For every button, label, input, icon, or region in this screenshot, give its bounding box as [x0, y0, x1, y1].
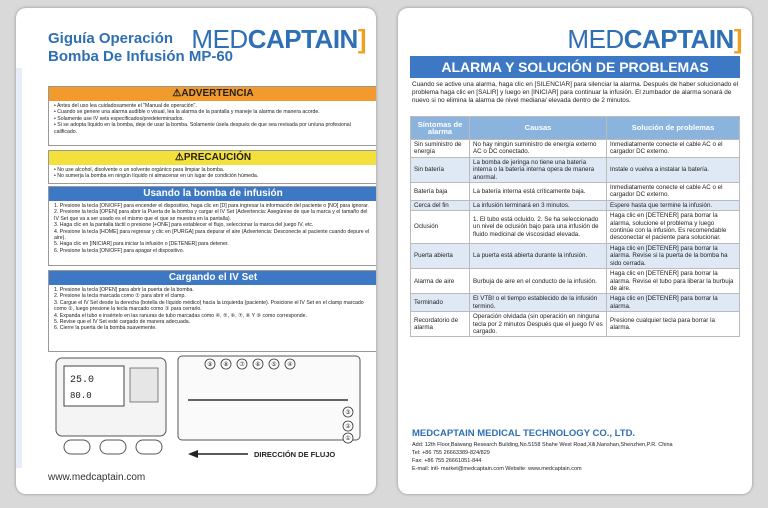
quick-guide-card [16, 8, 376, 494]
warning-line: • Solamente use IV sets especificados/predeterminados. [54, 115, 184, 122]
loading-header: Cargando el IV Set [49, 271, 376, 285]
svg-text:⑦: ⑦ [239, 361, 245, 368]
caution-line: • No use alcohol, disolvente o un solvente orgánico para limpiar la bomba. [54, 167, 225, 173]
usage-step: 2. Presione la tecla [OPEN] para abrir la Puerta de la bomba y cargar el IV Set (Advertencia: Asegúrese de que la marca y el tamaño del IV Set que va a ser usado es el mismo que el que se muestra en la pantalla). [54, 209, 368, 222]
usage-step: 4. Presione la tecla [HOME] para regresar y clic en [PURGA] para depurar el aire (Advertencia: Desconecte al paciente cuando depure el aire). [54, 228, 370, 242]
warning-header: ⚠ADVERTENCIA [49, 87, 376, 101]
usage-step: 3. Haga clic en la pantalla táctil o presione [+ONE] para establecer el flujo, seleccionar la marca del juego IV, etc. [54, 222, 314, 229]
usage-step: 6. Presione la tecla [ON/OFF] para apagar el dispositivo. [54, 247, 185, 254]
table-row: Alarma de aire Burbuja de aire en el conducto de la infusión. Haga clic en [DETENER] para borrar la alarma. Revise el tubo para liberar la burbuja de aire. [411, 269, 740, 294]
table-row: Sin batería La bomba de jeringa no tiene una batería interna o la batería interna opera de manera anormal. Instale o vuelva a instalar la batería. [411, 157, 740, 182]
caution-line: • No sumerja la bomba en ningún líquido ni almacenar en un lugar de condición húmeda. [54, 173, 259, 180]
pump-button [136, 440, 162, 454]
phone-line: Tel: +86 755 26663389-824/829 [412, 450, 490, 456]
svg-text:⑨: ⑨ [207, 361, 213, 368]
loading-step: 2. Presione la tecla marcada como ① para abrir el clamp. [54, 293, 186, 300]
usage-header: Usando la bomba de infusión [49, 187, 376, 201]
alarm-intro: Cuando se active una alarma, haga clic en [SILENCIAR] para silenciar la alarma. Después de haber solucionado el problema haga clic en [SALIR] y luego en [INICIAR] para continuar la infusión. El zumbador de alarma sonará de nuevo si no elimina la alarma de nivel mediana/ elevada dentro de 2 minutos. [412, 81, 739, 104]
guide-subtitle: Bomba De Infusión MP-60 [48, 48, 234, 65]
table-row: Cerca del fin La infusión terminará en 3 minutos. Espere hasta que termine la infusión. [411, 200, 740, 210]
alarm-table [410, 116, 740, 337]
company-address [412, 441, 742, 473]
pump-button [64, 440, 90, 454]
contact-line: E-mail: intl- market@medcaptain.com Website: www.medcaptain.com [412, 466, 582, 472]
medcaptain-logo: MEDCAPTAIN] [191, 24, 366, 54]
medcaptain-logo: MEDCAPTAIN] [567, 24, 742, 54]
pump-screen-value-2: 80.0 [70, 391, 92, 401]
usage-step: 5. Haga clic en [INICIAR] para iniciar la infusión o [DETENER] para detener. [54, 241, 229, 248]
left-edge-decoration [16, 68, 46, 468]
loading-step: 5. Revise que el IV Set esté cargado de manera adecuada. [54, 319, 191, 326]
warning-line: • Cuando se genere una alarma audible o visual, lea la alarma de la pantalla y maneje la alarma de manera acorde. [54, 109, 320, 116]
table-row: Batería baja La batería interna está críticamente baja. Inmediatamente conecte el cable AC o el cargador DC externo. [411, 183, 740, 201]
column-header: Síntomas de alarma [411, 117, 470, 140]
alarm-guide-card [398, 8, 752, 494]
address-line: Add: 12th Floor,Baiwang Research Building,No.5158 Shahe West Road,Xili,Nanshan,Shenzhen,P.R. China [412, 442, 673, 448]
pump-button [100, 440, 126, 454]
loading-step: 4. Expanda el tubo e insértelo en las ranuras de tubo marcadas como ④, ⑤, ⑥, ⑦, ⑧ Y ⑨ como corresponde. [54, 312, 307, 319]
svg-text:⑥: ⑥ [255, 361, 261, 368]
alarm-header: ALARMA Y SOLUCIÓN DE PROBLEMAS [410, 56, 740, 78]
table-row: Sin suministro de energía No hay ningún suministro de energía externo AC o DC conectado. Inmediatamente conecte el cable AC o el cargador DC externo. [411, 140, 740, 158]
pump-diagram [48, 350, 376, 466]
svg-text:②: ② [345, 423, 351, 430]
svg-text:①: ① [345, 435, 351, 442]
warning-line: • Antes del uso lea cuidadosamente el "Manual de operación". [54, 103, 197, 109]
usage-step: 1. Presione la tecla [ON/OFF] para encender el dispositivo, haga clic en [D] para ingresar la información del paciente o [NO] para ignorar. [54, 203, 369, 209]
fax-line: Fax: +86 755 26661051-844 [412, 458, 482, 464]
loading-step: 3. Cargue el IV Set desde la derecha (botella de líquido médico) hacia la izquierda (paciente). Posicione el IV Set en el clamp marcado como ②, luego presione la tecla marcado como ③ para cerrarlo. [54, 299, 364, 313]
column-header: Solución de problemas [607, 117, 740, 140]
company-name: MEDCAPTAIN MEDICAL TECHNOLOGY CO., LTD. [412, 428, 636, 439]
svg-text:⑧: ⑧ [223, 361, 229, 368]
svg-text:④: ④ [287, 361, 293, 368]
table-row: Oclusión 1. El tubo está ocluido. 2. Se ha seleccionado un nivel de oclusión bajo para una infusión de fluido medicinal de viscosidad elevada. Haga clic en [DETENER] para borrar la alarma, solucione el problema y luego continúe con la infusión. Es recomendable desconectar el paciente para solucionar. [411, 211, 740, 244]
website-url: www.medcaptain.com [48, 472, 146, 483]
column-header: Causas [470, 117, 607, 140]
warning-line: • Si se adopta líquido en la bomba, deje de usar la bomba. Solamente úsela después de que sea revisada por un/una profesional calificado. [54, 122, 351, 135]
pump-screen-value-1: 25.0 [70, 375, 95, 386]
caution-section [48, 150, 376, 184]
loading-step: 6. Cierre la puerta de la bomba suavemente. [54, 325, 157, 332]
svg-text:⑤: ⑤ [271, 361, 277, 368]
guide-title: Giguía Operación [48, 30, 174, 47]
table-row: Recordatorio de alarma Operación olvidada (sin operación en ninguna tecla por 2 minutos Después que el juego IV es cargado. Presione cualquier tecla para borrar la alarma. [411, 312, 740, 337]
svg-text:③: ③ [345, 409, 351, 416]
table-row: Terminado El VTBI o el tiempo establecido de la infusión terminó. Haga clic en [DETENER] para borrar la alarma. [411, 294, 740, 312]
table-row: Puerta abierta La puerta está abierta durante la infusión. Haga clic en [DETENER] para borrar la alarma. Revise si la puerta de la bomba ha sido cerrada. [411, 243, 740, 268]
loading-step: 1. Presione la tecla [OPEN] para abrir la puerta de la bomba. [54, 287, 194, 293]
warning-section [48, 86, 376, 146]
usage-section [48, 186, 376, 266]
caution-header: ⚠PRECAUCIÓN [49, 151, 376, 165]
flow-direction-label: DIRECCIÓN DE FLUJO [254, 450, 336, 459]
loading-section [48, 270, 376, 352]
